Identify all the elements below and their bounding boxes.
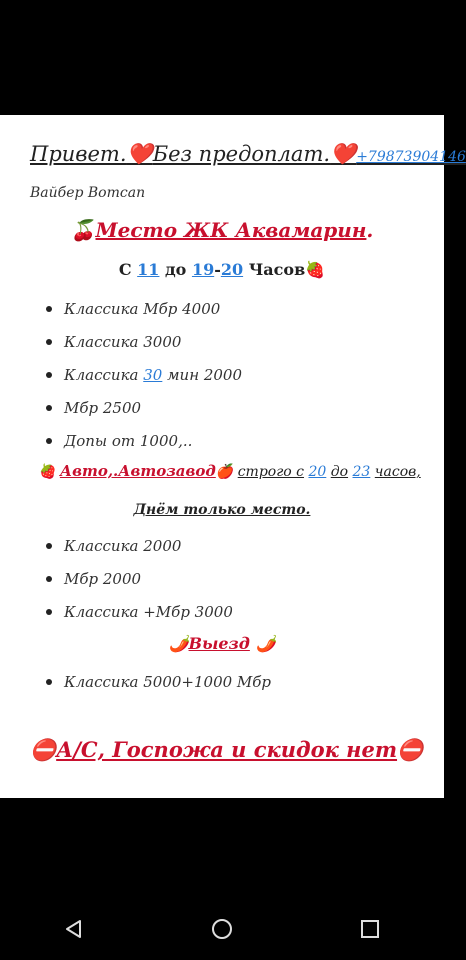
list-item-text: Классика (64, 366, 144, 384)
auto-to-word: до (330, 464, 349, 480)
recents-button[interactable] (350, 909, 390, 949)
hours-from-link[interactable]: 11 (137, 260, 160, 279)
chili-icon: 🌶️ (255, 634, 276, 653)
hours-prefix: С (118, 260, 132, 279)
auto-text: Авто,.Автозавод (59, 462, 216, 480)
auto-line (38, 462, 421, 480)
greeting-line (30, 142, 466, 167)
heart-icon: ❤️ (126, 142, 153, 166)
greeting-text: Привет. (30, 142, 127, 166)
strict-text: строго с (237, 464, 305, 480)
list-item: Классика Мбр 4000 (44, 298, 242, 331)
recents-icon (359, 918, 381, 940)
auto-from-link[interactable]: 20 (308, 464, 327, 480)
list-item: Классика 2000 (44, 535, 233, 568)
no-entry-icon: ⛔ (397, 738, 424, 762)
back-icon (63, 918, 85, 940)
day-only-text: Днём только место (133, 502, 306, 518)
phone-link[interactable]: +79873904146 (356, 149, 466, 165)
list-item: Мбр 2500 (44, 397, 242, 430)
strawberry-icon: 🍓 (305, 260, 326, 279)
list-item-text: мин 2000 (162, 366, 243, 384)
list-item-link[interactable]: 30 (143, 366, 163, 384)
price-list-departure (44, 671, 271, 704)
hours-to1-link[interactable]: 19 (191, 260, 215, 279)
auto-suffix: часов, (374, 464, 421, 480)
no-prepay-text: Без предоплат. (152, 142, 331, 166)
departure-text: Выезд (188, 634, 250, 653)
no-entry-icon: ⛔ (30, 738, 57, 762)
cherry-icon: 🍒 (70, 218, 96, 242)
list-item: Допы от 1000,.. (44, 430, 242, 463)
list-item (44, 364, 242, 397)
hours-dash: - (214, 260, 221, 279)
strawberry-icon: 🍓 (38, 464, 56, 480)
hours-to2-link[interactable]: 20 (220, 260, 244, 279)
hours-to-word: до (165, 260, 187, 279)
home-button[interactable] (202, 909, 242, 949)
hours-line (0, 260, 444, 279)
heart-icon: ❤️ (330, 142, 357, 166)
list-item: Классика +Мбр 3000 (44, 601, 233, 634)
messengers-text: Вайбер Вотсап (30, 185, 146, 201)
auto-to-link[interactable]: 23 (352, 464, 371, 480)
chili-icon: 🌶️ (168, 634, 189, 653)
message-sheet (0, 115, 466, 798)
place-dot: . (366, 218, 374, 242)
price-list-auto (44, 535, 233, 634)
notice-line (30, 737, 423, 763)
apple-icon: 🍎 (215, 464, 234, 480)
place-line (0, 218, 444, 242)
list-item: Мбр 2000 (44, 568, 233, 601)
price-list-apartment (44, 298, 242, 463)
list-item: Классика 5000+1000 Мбр (44, 671, 271, 704)
list-item: Классика 3000 (44, 331, 242, 364)
place-text: Место ЖК Аквамарин (95, 218, 367, 242)
hours-suffix: Часов (248, 260, 306, 279)
home-icon (210, 917, 234, 941)
back-button[interactable] (54, 909, 94, 949)
day-only-line (0, 502, 444, 518)
day-only-dot: . (305, 502, 311, 518)
departure-line (0, 634, 444, 653)
notice-text: А/С, Госпожа и скидок нет (56, 737, 398, 762)
android-nav-bar (0, 898, 444, 960)
